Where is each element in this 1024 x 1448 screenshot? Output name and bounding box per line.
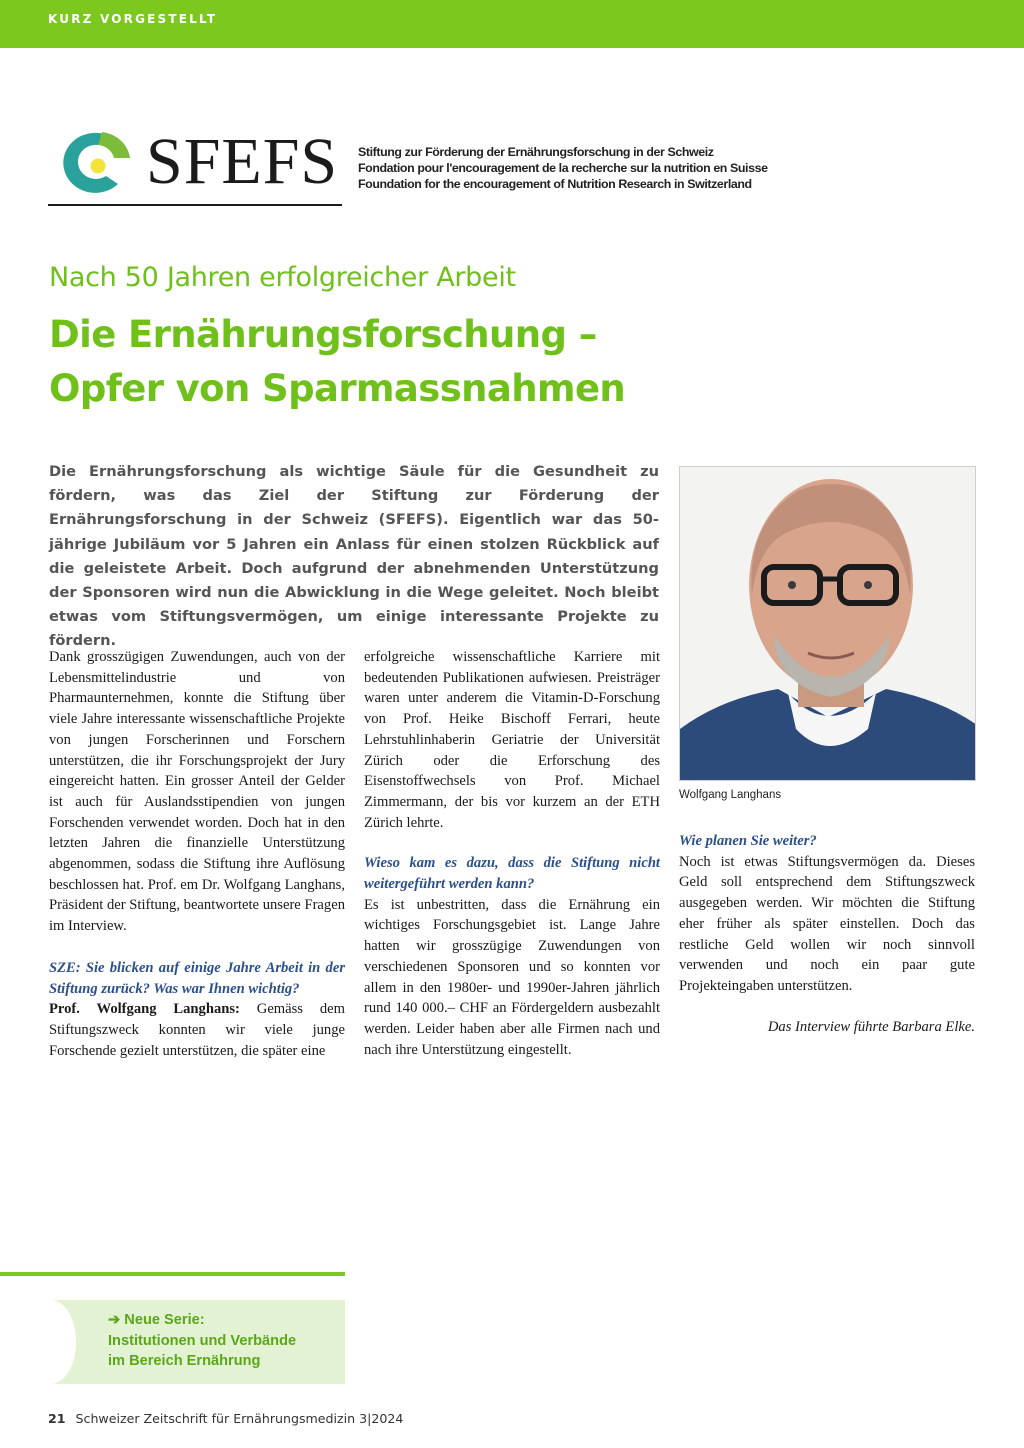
series-subtitle-1: Institutionen und Verbände	[108, 1332, 297, 1349]
answer-speaker: Prof. Wolfgang Langhans:	[49, 1001, 240, 1018]
article-column-2	[364, 647, 660, 1060]
article-headline	[49, 308, 749, 416]
article-column-1	[49, 647, 345, 1061]
headline-line-2: Opfer von Sparmassnahmen	[49, 367, 626, 410]
article-column-3	[679, 831, 975, 1037]
logo-wordmark: SFEFS	[146, 125, 339, 198]
intro-paragraph: Dank grosszügigen Zuwendungen, auch von der Lebensmittelindustrie und von Pharmaunternehmen, konnte die Stiftung über viele Jahre interessante wissenschaftliche Projekte von jungen Forscherinnen und Forschern unterstützen, die ihr Forschungsprojekt der Jury eingereicht hatten. Ein grosser Anteil der Gelder ist auch für Auslandsstipendien von jungen Forschenden verwendet worden. Doch hat in den letzten Jahren die finanzielle Unterstützung abgenommen, sodass die Stiftung ihre Auflösung beschlossen hat. Prof. em Dr. Wolfgang Langhans, Präsident der Stiftung, beantwortete unsere Fragen im Interview.	[49, 649, 345, 935]
interview-question-3: Wie planen Sie weiter?	[679, 833, 817, 849]
interview-answer-2: Es ist unbestritten, dass die Ernährung ein wichtiges Forschungsgebiet ist. Lange Jahre hatten wir grosszügige Zuwendungen von verschiedenen Sponsoren und so konnten vor allem in den 1980er- und 1990er-Jahren jährlich rund 140 000.– CHF an Fördergeldern ausbezahlt werden. Leider haben aber alle Firmen nach und nach ihre Unterstützung eingestellt.	[364, 896, 660, 1058]
series-subtitle-2: im Bereich Ernährung	[108, 1353, 261, 1369]
interview-question-2: Wieso kam es dazu, dass die Stiftung nicht weitergeführt werden kann?	[364, 855, 660, 893]
interview-answer-1	[49, 999, 345, 1061]
logo-underline	[48, 204, 342, 206]
sfefs-logo	[48, 125, 342, 210]
photo-caption: Wolfgang Langhans	[679, 789, 782, 801]
foundation-name-en: Foundation for the encouragement of Nutrition Research in Switzerland	[358, 177, 752, 191]
article-kicker: Nach 50 Jahren erfolgreicher Arbeit	[49, 262, 516, 293]
sfefs-emblem-icon	[48, 128, 134, 194]
series-text	[108, 1310, 296, 1372]
series-title-line	[108, 1310, 296, 1331]
foundation-name-fr: Fondation pour l'encouragement de la recherche sur la nutrition en Suisse	[358, 161, 768, 175]
interview-answer-3: Noch ist etwas Stiftungsvermögen da. Dieses Geld soll entsprechend dem Stiftungszweck ausgegeben werden. Wir möchten die Stiftung eher früher als später einstellen. Doch das restliche Geld wollen wir noch sinnvoll verwenden und noch ein paar gute Projekteingaben unterstützen.	[679, 853, 975, 994]
page-number: 21	[48, 1411, 66, 1426]
series-divider	[0, 1272, 345, 1276]
page-footer	[48, 1411, 403, 1426]
section-header-bar	[0, 0, 1024, 48]
foundation-name-de: Stiftung zur Förderung der Ernährungsforschung in der Schweiz	[358, 145, 714, 159]
interview-signoff: Das Interview führte Barbara Elke.	[767, 1018, 975, 1035]
portrait-photo	[679, 466, 976, 781]
publication-name: Schweizer Zeitschrift für Ernährungsmedizin 3|2024	[75, 1411, 404, 1426]
series-title: Neue Serie:	[124, 1312, 205, 1328]
interview-question-1: SZE: Sie blicken auf einige Jahre Arbeit in der Stiftung zurück? Was war Ihnen wichtig?	[49, 959, 345, 997]
article-lead: Die Ernährungsforschung als wichtige Säule für die Gesundheit zu fördern, was das Ziel der Stiftung zur Förderung der Ernährungsforschung in der Schweiz (SFEFS). Eigentlich war das 50-jährige Jubiläum vor 5 Jahren ein Anlass für einen stolzen Rückblick auf die geleistete Arbeit. Doch aufgrund der abnehmenden Unterstützung der Sponsoren wird nun die Abwicklung in die Wege geleitet. Noch bleibt etwas vom Stiftungsvermögen, um einige interessante Projekte zu fördern.	[49, 463, 659, 650]
arrow-right-icon: ➔	[108, 1312, 121, 1328]
series-callout	[48, 1300, 345, 1384]
answer-text: Gemäss dem Stiftungszweck konnten wir viele junge Forschende gezielt unterstützen, die später eine	[49, 1001, 345, 1059]
answer-continuation: erfolgreiche wissenschaftliche Karriere mit bedeutenden Publikationen aufwiesen. Preisträger waren unter anderem die Vitamin-D-Forschung von Prof. Heike Bischoff Ferrari, heute Lehrstuhlinhaberin Geriatrie der Universität Zürich oder die Erforschung des Eisenstoffwechsels von Prof. Michael Zimmermann, der bis vor kurzem an der ETH Zürich lehrte.	[364, 649, 660, 831]
headline-line-1: Die Ernährungsforschung –	[49, 313, 597, 356]
foundation-name-block	[358, 144, 768, 192]
section-label: KURZ VORGESTELLT	[48, 12, 218, 26]
